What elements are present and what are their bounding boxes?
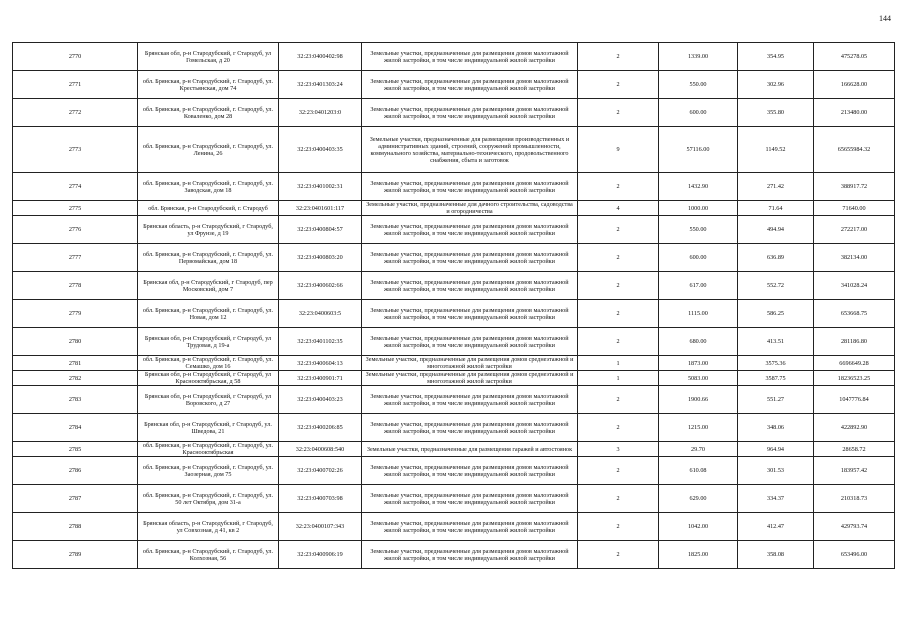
unit-value-cell: 586.25 xyxy=(738,300,814,328)
land-use-cell: Земельные участки, предназначенные для размещения домов малоэтажной жилой застройки, в том числе индивидуальной жилой застройки xyxy=(362,99,578,127)
group-cell: 2 xyxy=(578,513,659,541)
cadastral-number-cell: 32:23:0400403:35 xyxy=(279,127,362,173)
cadastral-number-cell: 32:23:0400403:23 xyxy=(279,386,362,414)
area-cell: 1115.00 xyxy=(659,300,738,328)
area-cell: 617.00 xyxy=(659,272,738,300)
row-number-cell: 2789 xyxy=(13,541,138,569)
cadastral-value-cell: 213480.00 xyxy=(814,99,895,127)
cadastral-value-cell: 6696649.28 xyxy=(814,356,895,371)
area-cell: 550.00 xyxy=(659,71,738,99)
address-cell: Брянская обл, р-н Стародубский, г Стародуб, пер Московский, дом 7 xyxy=(138,272,279,300)
row-number-cell: 2783 xyxy=(13,386,138,414)
area-cell: 600.00 xyxy=(659,244,738,272)
cadastral-value-cell: 653668.75 xyxy=(814,300,895,328)
row-number-cell: 2776 xyxy=(13,216,138,244)
address-cell: обл. Брянская, р-н Стародубский, г. Стародуб xyxy=(138,201,279,216)
table-row xyxy=(13,442,895,457)
cadastral-value-cell: 183957.42 xyxy=(814,457,895,485)
cadastral-value-cell: 429793.74 xyxy=(814,513,895,541)
cadastral-value-cell: 382134.00 xyxy=(814,244,895,272)
area-cell: 1042.00 xyxy=(659,513,738,541)
group-cell: 2 xyxy=(578,414,659,442)
row-number-cell: 2777 xyxy=(13,244,138,272)
group-cell: 2 xyxy=(578,272,659,300)
row-number-cell: 2770 xyxy=(13,43,138,71)
cadastral-value-cell: 28658.72 xyxy=(814,442,895,457)
land-use-cell: Земельные участки, предназначенные для размещения домов среднеэтажной и многоэтажной жилой застройки xyxy=(362,356,578,371)
address-cell: Брянская область, р-н Стародубский, г Стародуб, ул Совхозная, д 41, кв 2 xyxy=(138,513,279,541)
land-use-cell: Земельные участки, предназначенные для размещения производственных и административных зданий, строений, сооружений промышленности, коммунального хозяйства, материально-технического, продовольственного снабжения, сбыта и заготовок xyxy=(362,127,578,173)
row-number-cell: 2775 xyxy=(13,201,138,216)
row-number-cell: 2787 xyxy=(13,485,138,513)
address-cell: обл. Брянская, р-н Стародубский, г. Стародуб, ул. Крестьянская, дом 74 xyxy=(138,71,279,99)
group-cell: 2 xyxy=(578,173,659,201)
page-number: 144 xyxy=(879,14,891,23)
unit-value-cell: 552.72 xyxy=(738,272,814,300)
row-number-cell: 2771 xyxy=(13,71,138,99)
row-number-cell: 2772 xyxy=(13,99,138,127)
table-row xyxy=(13,244,895,272)
row-number-cell: 2779 xyxy=(13,300,138,328)
group-cell: 4 xyxy=(578,201,659,216)
cadastral-number-cell: 32:23:0400702:26 xyxy=(279,457,362,485)
group-cell: 2 xyxy=(578,457,659,485)
unit-value-cell: 271.42 xyxy=(738,173,814,201)
unit-value-cell: 355.80 xyxy=(738,99,814,127)
unit-value-cell: 494.94 xyxy=(738,216,814,244)
area-cell: 1900.66 xyxy=(659,386,738,414)
unit-value-cell: 412.47 xyxy=(738,513,814,541)
cadastral-value-cell: 18236523.25 xyxy=(814,371,895,386)
address-cell: обл. Брянская, р-н Стародубский, г. Стародуб, ул. Ленина, 26 xyxy=(138,127,279,173)
cadastral-number-cell: 32:23:0400906:19 xyxy=(279,541,362,569)
cadastral-value-cell: 210318.73 xyxy=(814,485,895,513)
area-cell: 1432.90 xyxy=(659,173,738,201)
cadastral-number-cell: 32:23:0400901:71 xyxy=(279,371,362,386)
table-row xyxy=(13,541,895,569)
address-cell: обл. Брянская, р-н Стародубский, г. Стародуб, ул. Краснооктябрьская xyxy=(138,442,279,457)
land-use-cell: Земельные участки, предназначенные для размещения домов малоэтажной жилой застройки, в том числе индивидуальной жилой застройки xyxy=(362,43,578,71)
address-cell: обл. Брянская, р-н Стародубский, г. Стародуб, ул. Заводская, дом 18 xyxy=(138,173,279,201)
cadastral-number-cell: 32:23:0401303:24 xyxy=(279,71,362,99)
area-cell: 5083.00 xyxy=(659,371,738,386)
area-cell: 1000.00 xyxy=(659,201,738,216)
cadastral-number-cell: 32:23:0400107:343 xyxy=(279,513,362,541)
address-cell: Брянская обл, р-н Стародубский, г Стародуб, ул Трудовая, д 19-а xyxy=(138,328,279,356)
row-number-cell: 2780 xyxy=(13,328,138,356)
address-cell: обл. Брянская, р-н Стародубский, г. Стародуб, ул. Первомайская, дом 18 xyxy=(138,244,279,272)
group-cell: 2 xyxy=(578,43,659,71)
unit-value-cell: 348.06 xyxy=(738,414,814,442)
cadastral-value-cell: 281186.80 xyxy=(814,328,895,356)
cadastral-number-cell: 32:23:0401601:117 xyxy=(279,201,362,216)
group-cell: 9 xyxy=(578,127,659,173)
unit-value-cell: 301.53 xyxy=(738,457,814,485)
cadastral-number-cell: 32:23:0400602:66 xyxy=(279,272,362,300)
land-use-cell: Земельные участки, предназначенные для размещения домов малоэтажной жилой застройки, в том числе индивидуальной жилой застройки xyxy=(362,457,578,485)
cadastral-value-cell: 1047776.84 xyxy=(814,386,895,414)
land-use-cell: Земельные участки, предназначенные для размещения гаражей и автостоянок xyxy=(362,442,578,457)
land-use-cell: Земельные участки, предназначенные для размещения домов малоэтажной жилой застройки, в том числе индивидуальной жилой застройки xyxy=(362,414,578,442)
cadastral-value-cell: 653496.00 xyxy=(814,541,895,569)
group-cell: 2 xyxy=(578,485,659,513)
address-cell: Брянская обл, р-н Стародубский, г Стародуб, ул Воровского, д 27 xyxy=(138,386,279,414)
cadastral-number-cell: 32:23:0400608:540 xyxy=(279,442,362,457)
land-use-cell: Земельные участки, предназначенные для размещения домов малоэтажной жилой застройки, в том числе индивидуальной жилой застройки xyxy=(362,541,578,569)
area-cell: 600.00 xyxy=(659,99,738,127)
group-cell: 3 xyxy=(578,442,659,457)
address-cell: обл. Брянская, р-н Стародубский, г. Стародуб, ул. Новая, дом 12 xyxy=(138,300,279,328)
land-valuation-table xyxy=(12,42,895,569)
land-use-cell: Земельные участки, предназначенные для размещения домов малоэтажной жилой застройки, в том числе индивидуальной жилой застройки xyxy=(362,513,578,541)
area-cell: 1825.00 xyxy=(659,541,738,569)
table-body xyxy=(13,43,895,569)
unit-value-cell: 3575.36 xyxy=(738,356,814,371)
unit-value-cell: 302.96 xyxy=(738,71,814,99)
group-cell: 2 xyxy=(578,216,659,244)
table-row xyxy=(13,356,895,371)
unit-value-cell: 71.64 xyxy=(738,201,814,216)
land-use-cell: Земельные участки, предназначенные для размещения домов малоэтажной жилой застройки, в том числе индивидуальной жилой застройки xyxy=(362,71,578,99)
cadastral-number-cell: 32:23:0401002:31 xyxy=(279,173,362,201)
table-row xyxy=(13,216,895,244)
cadastral-number-cell: 32:23:0400603:5 xyxy=(279,300,362,328)
address-cell: Брянская обл, р-н Стародубский, г Стародуб, ул Гомельская, д 20 xyxy=(138,43,279,71)
group-cell: 2 xyxy=(578,99,659,127)
area-cell: 629.00 xyxy=(659,485,738,513)
table-row xyxy=(13,485,895,513)
table-row xyxy=(13,99,895,127)
cadastral-value-cell: 166628.00 xyxy=(814,71,895,99)
cadastral-value-cell: 341028.24 xyxy=(814,272,895,300)
cadastral-value-cell: 388917.72 xyxy=(814,173,895,201)
land-use-cell: Земельные участки, предназначенные для размещения домов малоэтажной жилой застройки, в том числе индивидуальной жилой застройки xyxy=(362,272,578,300)
group-cell: 2 xyxy=(578,244,659,272)
address-cell: Брянская обл, р-н Стародубский, г Стародуб, ул Краснооктябрьская, д 58 xyxy=(138,371,279,386)
land-use-cell: Земельные участки, предназначенные для размещения домов среднеэтажной и многоэтажной жилой застройки xyxy=(362,371,578,386)
area-cell: 610.08 xyxy=(659,457,738,485)
row-number-cell: 2781 xyxy=(13,356,138,371)
table-row xyxy=(13,300,895,328)
row-number-cell: 2774 xyxy=(13,173,138,201)
table-row xyxy=(13,201,895,216)
area-cell: 550.00 xyxy=(659,216,738,244)
table-row xyxy=(13,43,895,71)
area-cell: 680.00 xyxy=(659,328,738,356)
group-cell: 2 xyxy=(578,328,659,356)
cadastral-number-cell: 32:23:0400803:20 xyxy=(279,244,362,272)
land-use-cell: Земельные участки, предназначенные для размещения домов малоэтажной жилой застройки, в том числе индивидуальной жилой застройки xyxy=(362,485,578,513)
land-use-cell: Земельные участки, предназначенные для дачного строительства, садоводства и огородничества xyxy=(362,201,578,216)
table-row xyxy=(13,371,895,386)
area-cell: 57116.00 xyxy=(659,127,738,173)
area-cell: 1873.00 xyxy=(659,356,738,371)
address-cell: обл. Брянская, р-н Стародубский, г. Стародуб, ул. Семашко, дом 16 xyxy=(138,356,279,371)
cadastral-value-cell: 65655984.32 xyxy=(814,127,895,173)
unit-value-cell: 354.95 xyxy=(738,43,814,71)
cadastral-number-cell: 32:23:0401102:35 xyxy=(279,328,362,356)
area-cell: 29.70 xyxy=(659,442,738,457)
address-cell: обл. Брянская, р-н Стародубский, г. Стародуб, ул. 50 лет Октября, дом 31-а xyxy=(138,485,279,513)
table-row xyxy=(13,386,895,414)
unit-value-cell: 358.08 xyxy=(738,541,814,569)
unit-value-cell: 551.27 xyxy=(738,386,814,414)
table-row xyxy=(13,414,895,442)
table-row xyxy=(13,272,895,300)
address-cell: обл. Брянская, р-н Стародубский, г. Стародуб, ул. Заозерная, дом 75 xyxy=(138,457,279,485)
row-number-cell: 2784 xyxy=(13,414,138,442)
row-number-cell: 2773 xyxy=(13,127,138,173)
row-number-cell: 2785 xyxy=(13,442,138,457)
cadastral-number-cell: 32:23:0400604:13 xyxy=(279,356,362,371)
row-number-cell: 2782 xyxy=(13,371,138,386)
table-row xyxy=(13,513,895,541)
unit-value-cell: 3587.75 xyxy=(738,371,814,386)
area-cell: 1215.00 xyxy=(659,414,738,442)
table-row xyxy=(13,328,895,356)
group-cell: 1 xyxy=(578,371,659,386)
cadastral-number-cell: 32:23:0401203:0 xyxy=(279,99,362,127)
land-use-cell: Земельные участки, предназначенные для размещения домов малоэтажной жилой застройки, в том числе индивидуальной жилой застройки xyxy=(362,173,578,201)
cadastral-number-cell: 32:23:0400402:98 xyxy=(279,43,362,71)
address-cell: обл. Брянская, р-н Стародубский, г. Стародуб, ул. Колхозная, 56 xyxy=(138,541,279,569)
cadastral-number-cell: 32:23:0400206:85 xyxy=(279,414,362,442)
row-number-cell: 2778 xyxy=(13,272,138,300)
land-use-cell: Земельные участки, предназначенные для размещения домов малоэтажной жилой застройки, в том числе индивидуальной жилой застройки xyxy=(362,244,578,272)
land-use-cell: Земельные участки, предназначенные для размещения домов малоэтажной жилой застройки, в том числе индивидуальной жилой застройки xyxy=(362,386,578,414)
land-use-cell: Земельные участки, предназначенные для размещения домов малоэтажной жилой застройки, в том числе индивидуальной жилой застройки xyxy=(362,300,578,328)
unit-value-cell: 334.37 xyxy=(738,485,814,513)
group-cell: 2 xyxy=(578,71,659,99)
address-cell: обл. Брянская, р-н Стародубский, г. Стародуб, ул. Коваленко, дом 28 xyxy=(138,99,279,127)
group-cell: 1 xyxy=(578,356,659,371)
cadastral-value-cell: 422892.90 xyxy=(814,414,895,442)
unit-value-cell: 413.51 xyxy=(738,328,814,356)
land-use-cell: Земельные участки, предназначенные для размещения домов малоэтажной жилой застройки, в том числе индивидуальной жилой застройки xyxy=(362,328,578,356)
table-row xyxy=(13,71,895,99)
cadastral-number-cell: 32:23:0400703:98 xyxy=(279,485,362,513)
cadastral-number-cell: 32:23:0400804:57 xyxy=(279,216,362,244)
table-row xyxy=(13,457,895,485)
unit-value-cell: 964.94 xyxy=(738,442,814,457)
group-cell: 2 xyxy=(578,541,659,569)
group-cell: 2 xyxy=(578,300,659,328)
unit-value-cell: 636.89 xyxy=(738,244,814,272)
row-number-cell: 2788 xyxy=(13,513,138,541)
land-use-cell: Земельные участки, предназначенные для размещения домов малоэтажной жилой застройки, в том числе индивидуальной жилой застройки xyxy=(362,216,578,244)
table-row xyxy=(13,173,895,201)
cadastral-value-cell: 272217.00 xyxy=(814,216,895,244)
row-number-cell: 2786 xyxy=(13,457,138,485)
area-cell: 1339.00 xyxy=(659,43,738,71)
cadastral-value-cell: 71640.00 xyxy=(814,201,895,216)
unit-value-cell: 1149.52 xyxy=(738,127,814,173)
address-cell: Брянская обл, р-н Стародубский, г Стародуб, ул. Шведова, 21 xyxy=(138,414,279,442)
cadastral-value-cell: 475278.05 xyxy=(814,43,895,71)
table-row xyxy=(13,127,895,173)
address-cell: Брянская область, р-н Стародубский, г Стародуб, ул Фрунзе, д 19 xyxy=(138,216,279,244)
group-cell: 2 xyxy=(578,386,659,414)
